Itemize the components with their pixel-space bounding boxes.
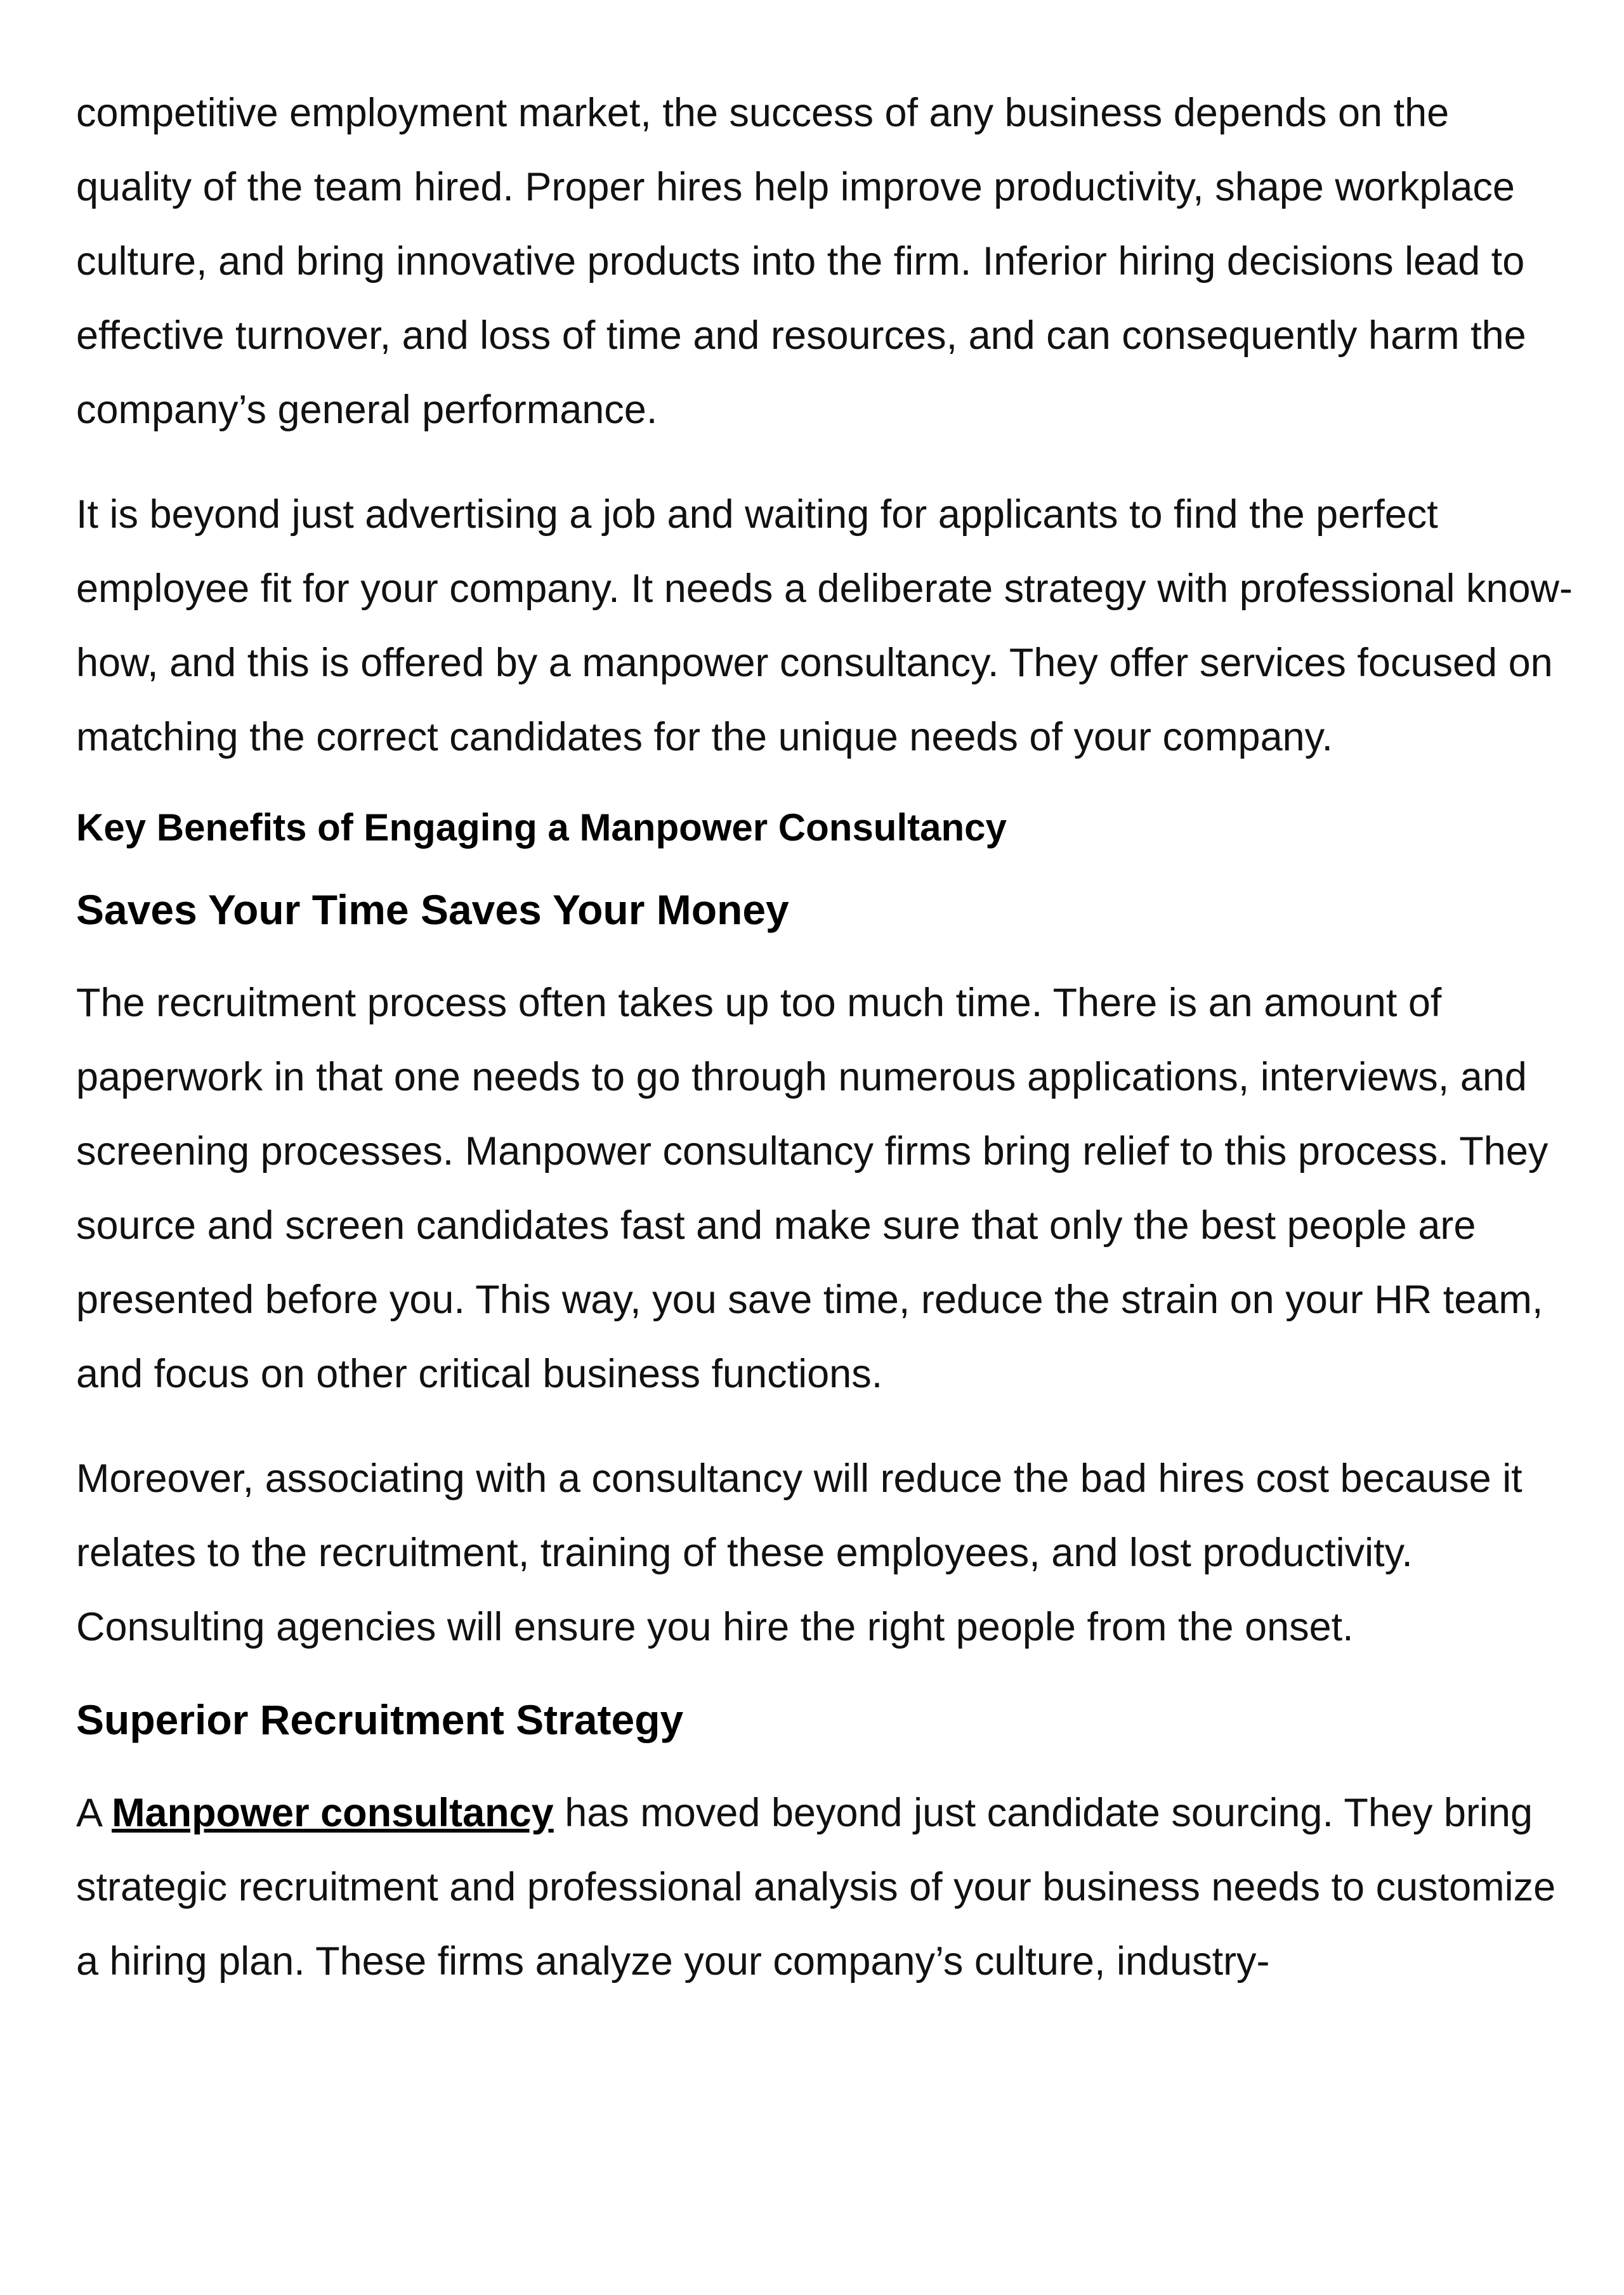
paragraph-manpower-consultancy	[76, 1776, 1573, 1999]
manpower-consultancy-link[interactable]: Manpower consultancy	[112, 1791, 554, 1835]
heading-superior-strategy: Superior Recruitment Strategy	[76, 1696, 684, 1743]
paragraph-beyond-advertising: It is beyond just advertising a job and waiting for applicants to find the perfect employee fit for your company. It needs a deliberate strategy with professional know-how, and this is offered by a manpower consultancy. They offer services focused on matching the correct candidates for the unique needs of your company.	[76, 492, 1573, 759]
paragraph-moreover: Moreover, associating with a consultancy will reduce the bad hires cost because it relates to the recruitment, training of these employees, and lost productivity. Consulting agencies will ensure you hire the right people from the onset.	[76, 1456, 1522, 1649]
heading-saves-time: Saves Your Time Saves Your Money	[76, 886, 789, 933]
paragraph-rest: has moved beyond just candidate sourcing. They bring strategic recruitment and professional analysis of your business needs to customize a hiring plan. These firms analyze your company’s culture, industry-	[76, 1791, 1556, 1984]
paragraph-recruitment-process: The recruitment process often takes up too much time. There is an amount of paperwork in that one needs to go through numerous applications, interviews, and screening processes. Manpower consultancy firms bring relief to this process. They source and screen candidates fast and make sure that only the best people are presented before you. This way, you save time, reduce the strain on your HR team, and focus on other critical business functions.	[76, 981, 1549, 1396]
document-page	[76, 76, 1573, 2029]
paragraph-prefix: A	[76, 1791, 112, 1835]
heading-key-benefits: Key Benefits of Engaging a Manpower Consultancy	[76, 806, 1007, 849]
paragraph-intro: competitive employment market, the success of any business depends on the quality of the team hired. Proper hires help improve productivity, shape workplace culture, and bring innovative products into the firm. Inferior hiring decisions lead to effective turnover, and loss of time and resources, and can consequently harm the company’s general performance.	[76, 91, 1526, 432]
